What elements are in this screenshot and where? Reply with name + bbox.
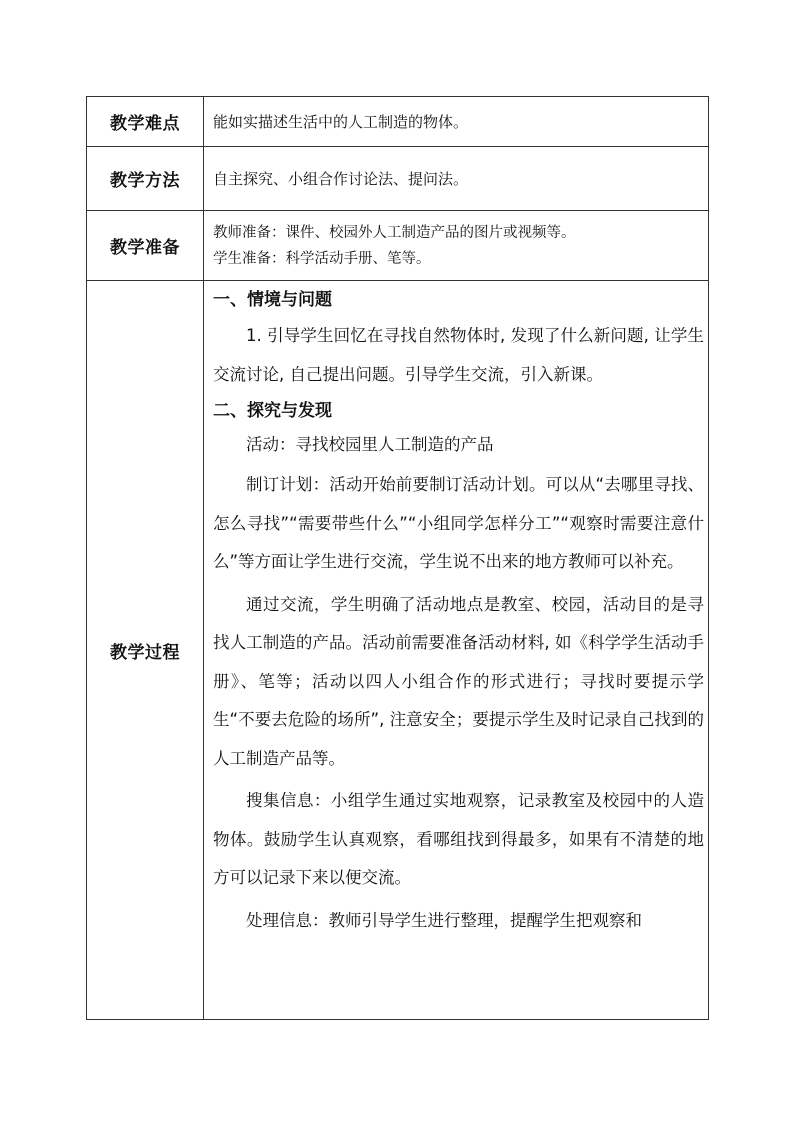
row-teaching-difficulty [87, 97, 709, 147]
process-content [204, 281, 708, 1019]
paragraph-collect: 搜集信息：小组学生通过实地观察，记录教室及校园中的人造物体。鼓励学生认真观察，看哪组找到得最多，如果有不清楚的地方可以记录下来以便交流。 [213, 791, 704, 887]
paragraph-exchange: 通过交流，学生明确了活动地点是教室、校园，活动目的是寻找人工制造的产品。活动前需要准备活动材料, 如《科学学生活动手册》、笔等；活动以四人小组合作的形式进行；寻找时要提示学生“不要去危险的场所”, 注意安全；要提示学生及时记录自己找到的人工制造产品等。 [213, 594, 704, 768]
row-teaching-process [87, 281, 709, 1020]
paragraph-plan: 制订计划：活动开始前要制订活动计划。可以从“去哪里寻找、怎么寻找”“需要带些什么”“小组同学怎样分工”“观察时需要注意什么”等方面让学生进行交流，学生说不出来的地方教师可以补充。 [213, 475, 704, 571]
value-teaching-method: 自主探究、小组合作讨论法、提问法。 [204, 147, 709, 211]
value-teaching-difficulty: 能如实描述生活中的人工制造的物体。 [204, 97, 709, 147]
row-teaching-preparation [87, 211, 709, 281]
student-preparation-text: 学生准备：科学活动手册、笔等。 [213, 250, 431, 267]
lesson-plan-table [86, 96, 709, 1020]
label-teaching-preparation: 教学准备 [87, 211, 204, 281]
teacher-preparation-text: 教师准备：课件、校园外人工制造产品的图片或视频等。 [213, 224, 576, 241]
paragraph-recall: 1. 引导学生回忆在寻找自然物体时, 发现了什么新问题, 让学生交流讨论, 自己提出问题。引导学生交流，引入新课。 [213, 326, 704, 384]
paragraph-activity: 活动：寻找校园里人工制造的产品 [246, 435, 494, 454]
value-teaching-process [204, 281, 709, 1020]
section-heading-explore: 二、探究与发现 [213, 401, 332, 421]
label-teaching-difficulty: 教学难点 [87, 97, 204, 147]
label-teaching-method: 教学方法 [87, 147, 204, 211]
paragraph-process-info: 处理信息：教师引导学生进行整理，提醒学生把观察和 [246, 910, 642, 930]
value-teaching-preparation [204, 211, 709, 281]
label-teaching-process: 教学过程 [87, 281, 204, 1020]
section-heading-situation: 一、情境与问题 [213, 290, 332, 310]
row-teaching-method [87, 147, 709, 211]
